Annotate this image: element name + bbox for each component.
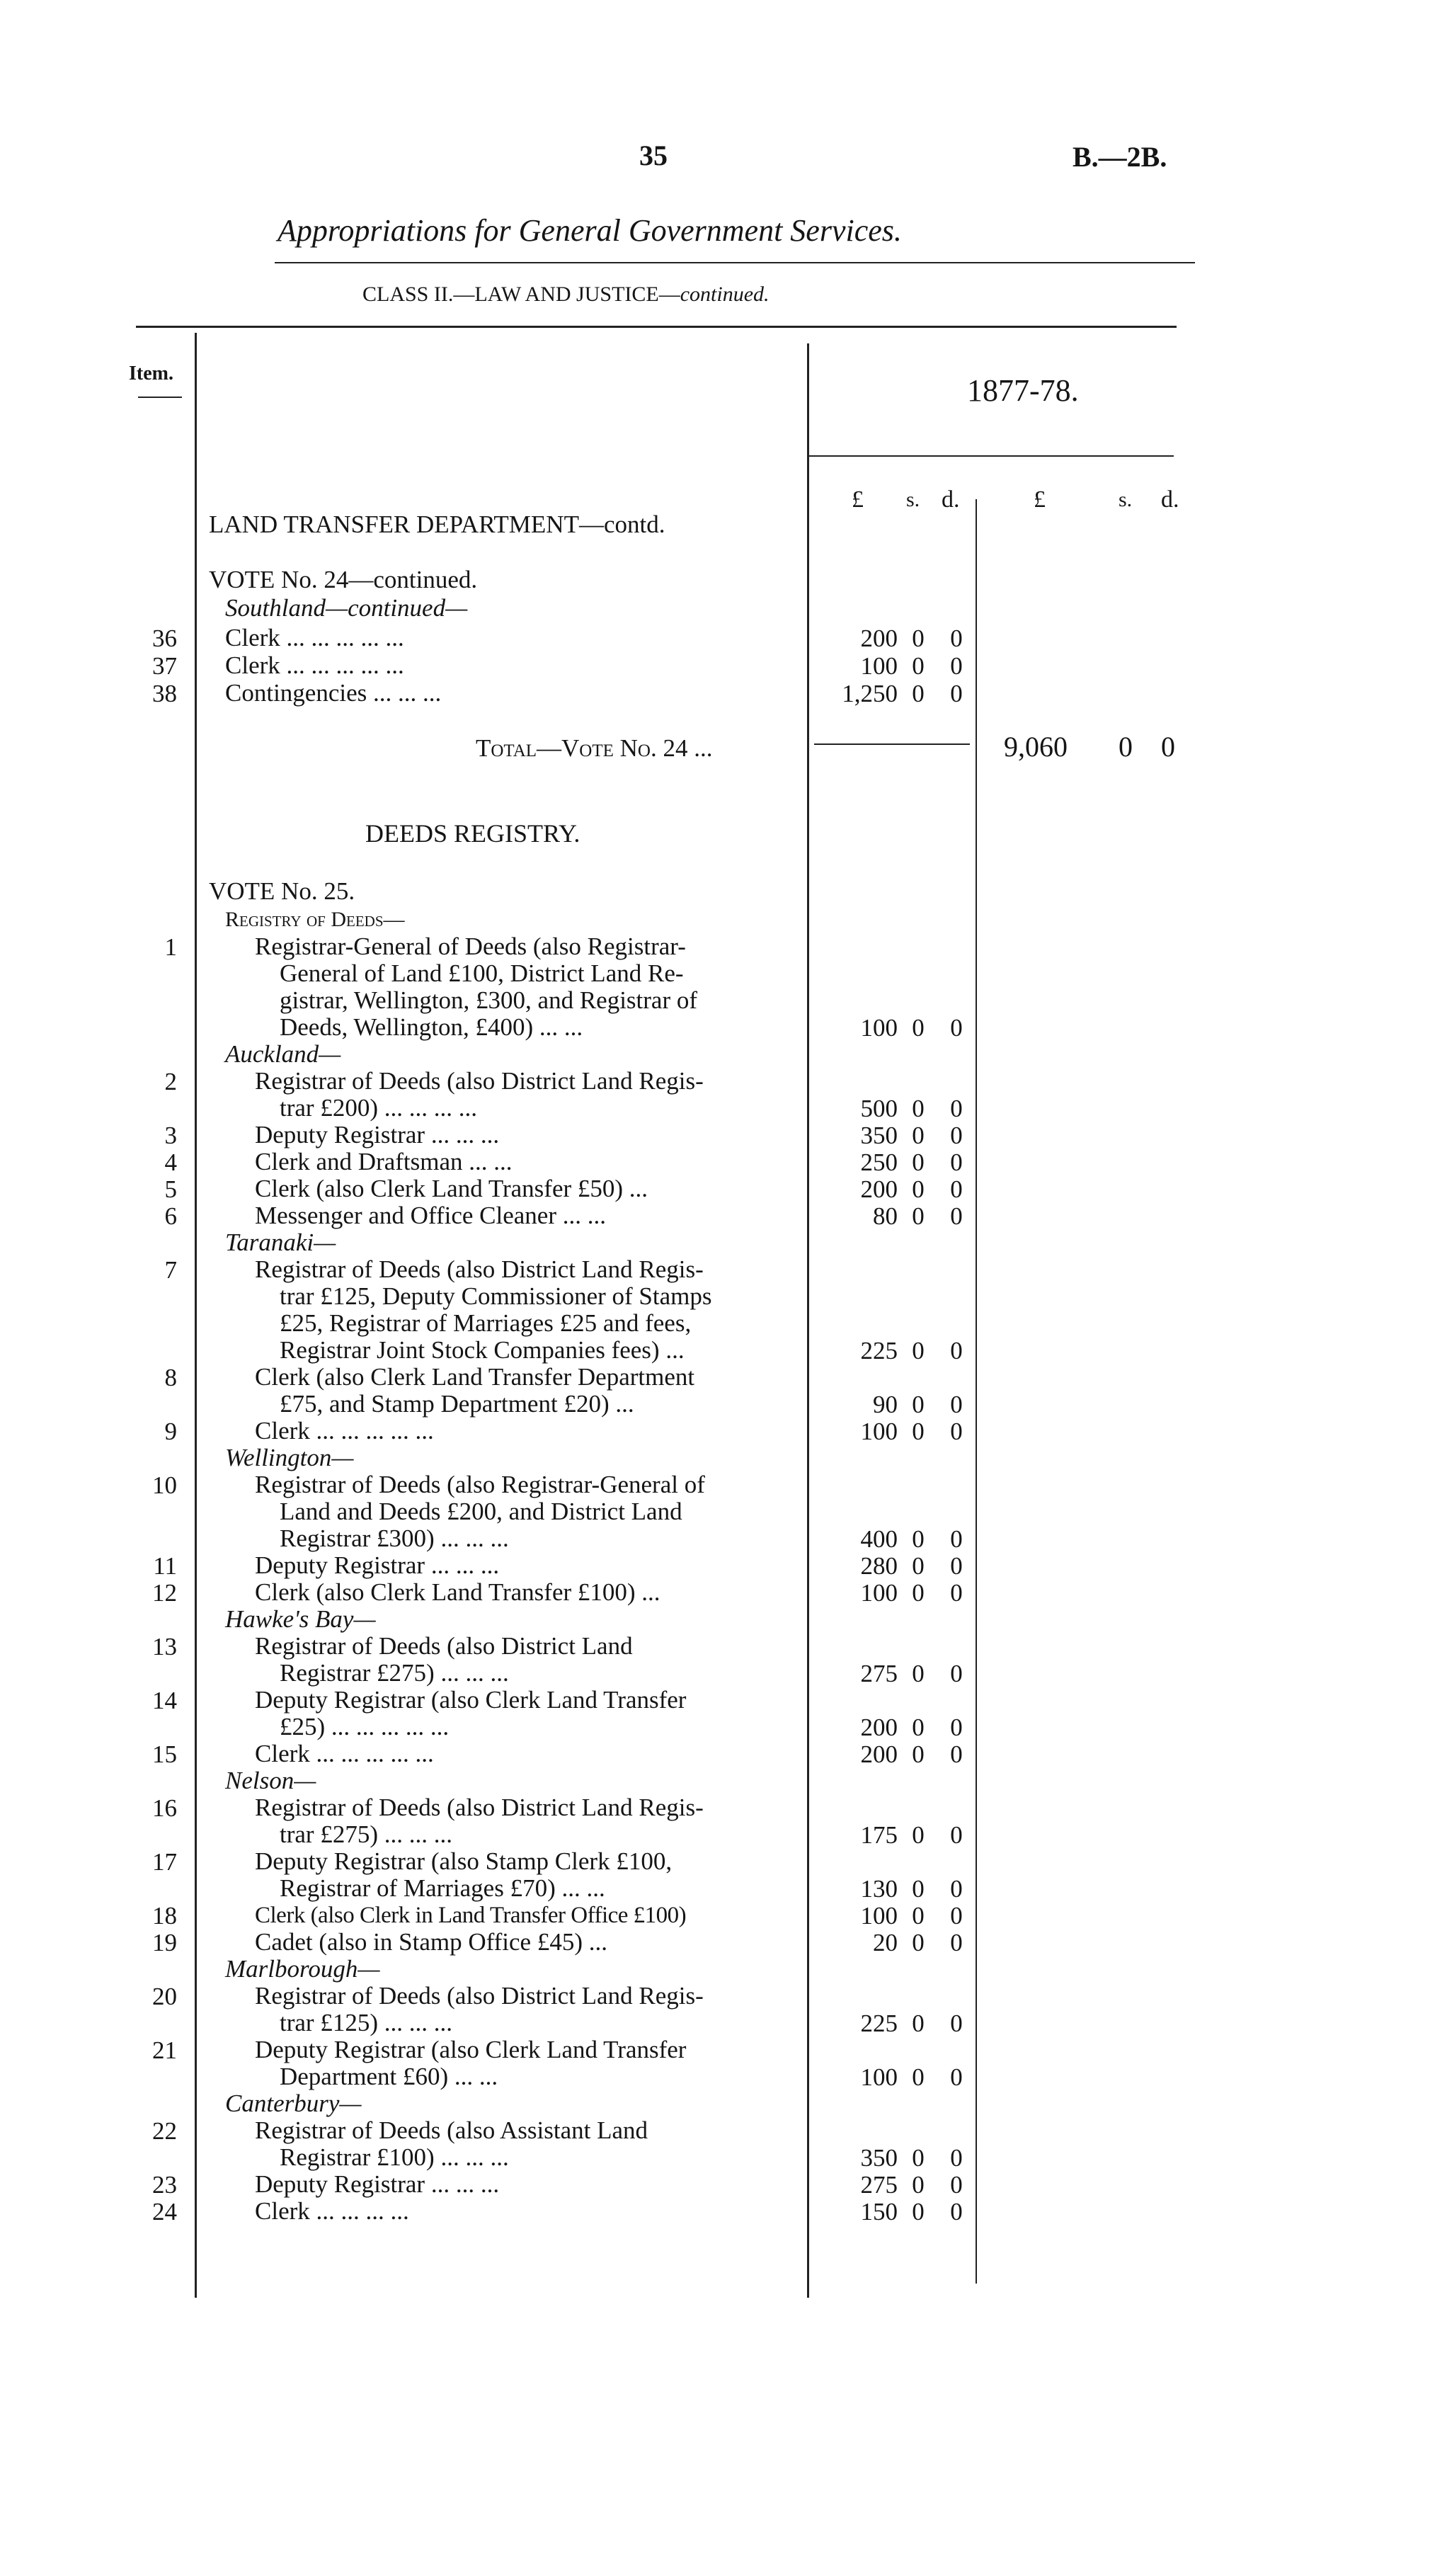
item-description-line: Registrar of Deeds (also District Land Regis- bbox=[255, 1794, 704, 1821]
item-description-line: Registrar £100) ... ... ... bbox=[280, 2143, 509, 2171]
item-description-line: Registrar of Deeds (also District Land bbox=[255, 1632, 633, 1660]
wellington-heading: Wellington— bbox=[225, 1444, 354, 1471]
pence-col-1: d. bbox=[942, 486, 960, 513]
amount-pounds: 20 bbox=[873, 1929, 898, 1956]
item-number: 14 bbox=[152, 1687, 177, 1714]
amount-shillings: 0 bbox=[912, 1740, 925, 1768]
amount-shillings: 0 bbox=[912, 1149, 925, 1176]
vote-24-heading: VOTE No. 24—continued. bbox=[209, 566, 478, 593]
item-description: Clerk ... ... ... ... ... bbox=[255, 1740, 434, 1767]
item-description-line: £25, Registrar of Marriages £25 and fees, bbox=[280, 1309, 692, 1337]
amount-pence: 0 bbox=[950, 2171, 963, 2199]
registry-of-deeds-heading: Registry of Deeds— bbox=[225, 908, 405, 931]
item-description-line: trar £125, Deputy Commissioner of Stamps bbox=[280, 1282, 712, 1310]
amount-shillings: 0 bbox=[912, 1552, 925, 1580]
item-description: Contingencies ... ... ... bbox=[225, 679, 442, 707]
item-description: Clerk ... ... ... ... ... bbox=[225, 624, 404, 651]
amount-pence: 0 bbox=[950, 2198, 963, 2225]
amount-pence: 0 bbox=[950, 1391, 963, 1418]
item-description: Clerk (also Clerk in Land Transfer Office £100) bbox=[255, 1903, 687, 1928]
item-number: 24 bbox=[152, 2198, 177, 2225]
pence-col-2: d. bbox=[1161, 486, 1179, 513]
item-number: 6 bbox=[164, 1202, 177, 1230]
year-underline bbox=[809, 455, 1174, 457]
pound-col-1: £ bbox=[852, 486, 864, 513]
description-column-divider bbox=[807, 343, 809, 2298]
item-number: 38 bbox=[152, 680, 177, 707]
class-heading-continued: continued. bbox=[680, 283, 770, 306]
amount-pounds: 130 bbox=[860, 1875, 898, 1903]
amount-shillings: 0 bbox=[912, 1579, 925, 1607]
amount-pounds: 80 bbox=[873, 1202, 898, 1230]
amount-pounds: 250 bbox=[860, 1149, 898, 1176]
item-column-divider bbox=[195, 333, 197, 2298]
item-number: 20 bbox=[152, 1983, 177, 2010]
amount-pence: 0 bbox=[950, 1740, 963, 1768]
item-description-line: Registrar £300) ... ... ... bbox=[280, 1524, 509, 1552]
amount-shillings: 0 bbox=[912, 1714, 925, 1741]
item-number: 4 bbox=[164, 1149, 177, 1176]
amount-shillings: 0 bbox=[912, 625, 925, 652]
amount-shillings: 0 bbox=[912, 2198, 925, 2225]
amount-pence: 0 bbox=[950, 1929, 963, 1956]
amount-pounds: 275 bbox=[860, 1660, 898, 1687]
amount-shillings: 0 bbox=[912, 2063, 925, 2091]
amount-pence: 0 bbox=[950, 1202, 963, 1230]
item-description: Clerk ... ... ... ... ... bbox=[225, 651, 404, 679]
item-description: Clerk and Draftsman ... ... bbox=[255, 1148, 513, 1175]
shilling-col-1: s. bbox=[906, 488, 920, 511]
item-description-line: Registrar of Deeds (also Registrar-General of bbox=[255, 1471, 705, 1498]
amount-pence: 0 bbox=[950, 1714, 963, 1741]
class-heading-main: CLASS II.—LAW AND JUSTICE— bbox=[362, 283, 680, 306]
item-number: 3 bbox=[164, 1122, 177, 1149]
amount-shillings: 0 bbox=[912, 1337, 925, 1364]
amount-shillings: 0 bbox=[912, 1875, 925, 1903]
item-description-line: Registrar of Deeds (also Assistant Land bbox=[255, 2116, 648, 2144]
item-description: Clerk ... ... ... ... ... bbox=[255, 1417, 434, 1444]
document-reference: B.—2B. bbox=[1072, 141, 1167, 173]
amount-pence: 0 bbox=[950, 2063, 963, 2091]
item-label-underline bbox=[138, 397, 182, 398]
land-transfer-heading-text: LAND TRANSFER DEPARTMENT—contd. bbox=[209, 511, 665, 538]
item-number: 9 bbox=[164, 1418, 177, 1445]
amount-pence: 0 bbox=[950, 1337, 963, 1364]
item-description-line: General of Land £100, District Land Re- bbox=[280, 959, 684, 987]
amount-pounds: 350 bbox=[860, 2144, 898, 2172]
amount-shillings: 0 bbox=[912, 2171, 925, 2199]
amount-pence: 0 bbox=[950, 1418, 963, 1445]
amount-shillings: 0 bbox=[912, 2010, 925, 2037]
amount-shillings: 0 bbox=[912, 1175, 925, 1203]
item-number: 13 bbox=[152, 1633, 177, 1660]
item-number: 1 bbox=[164, 933, 177, 961]
amount-pounds: 400 bbox=[860, 1525, 898, 1553]
item-description-line: Registrar Joint Stock Companies fees) ... bbox=[280, 1336, 685, 1364]
item-description: Cadet (also in Stamp Office £45) ... bbox=[255, 1928, 607, 1956]
item-description-line: gistrar, Wellington, £300, and Registrar of bbox=[280, 986, 698, 1014]
item-number: 7 bbox=[164, 1256, 177, 1284]
item-number: 10 bbox=[152, 1471, 177, 1499]
title-rule bbox=[275, 262, 1195, 263]
amount-shillings: 0 bbox=[912, 1929, 925, 1956]
amount-pounds: 100 bbox=[860, 1418, 898, 1445]
amount-pence: 0 bbox=[950, 652, 963, 680]
auckland-heading: Auckland— bbox=[225, 1040, 341, 1068]
amount-pounds: 100 bbox=[860, 1014, 898, 1042]
amount-pounds: 275 bbox=[860, 2171, 898, 2199]
amount-shillings: 0 bbox=[912, 680, 925, 707]
amount-pounds: 225 bbox=[860, 2010, 898, 2037]
amount-shillings: 0 bbox=[912, 1418, 925, 1445]
item-column-label: Item. bbox=[129, 363, 173, 384]
amount-pence: 0 bbox=[950, 1579, 963, 1607]
item-description: Clerk (also Clerk Land Transfer £100) ... bbox=[255, 1578, 660, 1606]
item-description-line: Deputy Registrar (also Clerk Land Transfer bbox=[255, 2036, 687, 2063]
item-description-line: Registrar of Deeds (also District Land Regis- bbox=[255, 1255, 704, 1283]
item-description: Clerk (also Clerk Land Transfer £50) ... bbox=[255, 1175, 648, 1202]
total-label: Total—Vote No. 24 ... bbox=[476, 734, 713, 762]
amount-pence: 0 bbox=[950, 680, 963, 707]
amount-pence: 0 bbox=[950, 625, 963, 652]
item-number: 2 bbox=[164, 1068, 177, 1095]
item-number: 19 bbox=[152, 1929, 177, 1956]
amount-pounds: 100 bbox=[860, 1902, 898, 1930]
taranaki-heading: Taranaki— bbox=[225, 1229, 336, 1256]
item-description-line: Deputy Registrar (also Stamp Clerk £100, bbox=[255, 1847, 673, 1875]
amount-pounds: 100 bbox=[860, 2063, 898, 2091]
amount-pounds: 175 bbox=[860, 1821, 898, 1849]
amount-pence: 0 bbox=[950, 1875, 963, 1903]
amount-pounds: 200 bbox=[860, 1714, 898, 1741]
item-description-line: Registrar £275) ... ... ... bbox=[280, 1659, 509, 1687]
item-number: 37 bbox=[152, 652, 177, 680]
total-pence: 0 bbox=[1161, 731, 1175, 763]
table-top-rule bbox=[136, 326, 1177, 328]
amount-pence: 0 bbox=[950, 1149, 963, 1176]
item-description-line: Deputy Registrar (also Clerk Land Transfer bbox=[255, 1686, 687, 1714]
hawkes-bay-heading: Hawke's Bay— bbox=[225, 1605, 376, 1633]
vote-25-heading: VOTE No. 25. bbox=[209, 877, 355, 905]
amount-pounds: 90 bbox=[873, 1391, 898, 1418]
item-description-line: Registrar of Deeds (also District Land Regis- bbox=[255, 1067, 704, 1095]
amount-pence: 0 bbox=[950, 1660, 963, 1687]
item-number: 16 bbox=[152, 1794, 177, 1822]
total-pounds: 9,060 bbox=[1004, 731, 1068, 763]
total-rule bbox=[814, 743, 970, 745]
total-shillings: 0 bbox=[1119, 731, 1133, 763]
amount-pounds: 200 bbox=[860, 1740, 898, 1768]
item-number: 5 bbox=[164, 1175, 177, 1203]
amount-pence: 0 bbox=[950, 2010, 963, 2037]
amount-pence: 0 bbox=[950, 1821, 963, 1849]
nelson-heading: Nelson— bbox=[225, 1767, 316, 1794]
amount-pounds: 225 bbox=[860, 1337, 898, 1364]
amount-shillings: 0 bbox=[912, 1821, 925, 1849]
item-number: 21 bbox=[152, 2036, 177, 2064]
item-description-line: Deeds, Wellington, £400) ... ... bbox=[280, 1013, 583, 1041]
amount-pounds: 200 bbox=[860, 625, 898, 652]
item-description-line: Clerk (also Clerk Land Transfer Department bbox=[255, 1363, 695, 1391]
amount-pence: 0 bbox=[950, 1175, 963, 1203]
item-description-line: Registrar of Deeds (also District Land Regis- bbox=[255, 1982, 704, 2010]
item-number: 23 bbox=[152, 2171, 177, 2199]
item-number: 11 bbox=[153, 1552, 177, 1580]
amount-shillings: 0 bbox=[912, 1014, 925, 1042]
item-number: 36 bbox=[152, 625, 177, 652]
item-description: Clerk ... ... ... ... bbox=[255, 2197, 409, 2225]
amount-pence: 0 bbox=[950, 1014, 963, 1042]
item-description-line: £75, and Stamp Department £20) ... bbox=[280, 1390, 634, 1418]
amount-pounds: 1,250 bbox=[842, 680, 898, 707]
amount-shillings: 0 bbox=[912, 1525, 925, 1553]
marlborough-heading: Marlborough— bbox=[225, 1955, 380, 1983]
amount-column-divider bbox=[976, 499, 977, 2284]
item-description-line: trar £125) ... ... ... bbox=[280, 2009, 452, 2036]
item-description-line: Land and Deeds £200, and District Land bbox=[280, 1498, 682, 1525]
amount-shillings: 0 bbox=[912, 1391, 925, 1418]
canterbury-heading: Canterbury— bbox=[225, 2090, 362, 2117]
item-number: 22 bbox=[152, 2117, 177, 2145]
amount-pence: 0 bbox=[950, 2144, 963, 2172]
land-transfer-heading bbox=[209, 511, 665, 538]
amount-shillings: 0 bbox=[912, 1202, 925, 1230]
southland-heading: Southland—continued— bbox=[225, 594, 468, 622]
amount-pence: 0 bbox=[950, 1095, 963, 1122]
item-description-line: Department £60) ... ... bbox=[280, 2063, 498, 2090]
year-heading: 1877-78. bbox=[967, 373, 1079, 408]
amount-shillings: 0 bbox=[912, 2144, 925, 2172]
item-number: 8 bbox=[164, 1364, 177, 1391]
amount-pence: 0 bbox=[950, 1122, 963, 1149]
page-number: 35 bbox=[639, 139, 668, 171]
item-description: Deputy Registrar ... ... ... bbox=[255, 2170, 500, 2198]
amount-shillings: 0 bbox=[912, 1095, 925, 1122]
item-description: Messenger and Office Cleaner ... ... bbox=[255, 1202, 606, 1229]
shilling-col-2: s. bbox=[1119, 488, 1133, 511]
amount-shillings: 0 bbox=[912, 1660, 925, 1687]
item-number: 18 bbox=[152, 1902, 177, 1930]
pound-col-2: £ bbox=[1034, 486, 1046, 513]
amount-pence: 0 bbox=[950, 1902, 963, 1930]
amount-pounds: 100 bbox=[860, 652, 898, 680]
item-number: 12 bbox=[152, 1579, 177, 1607]
item-description: Deputy Registrar ... ... ... bbox=[255, 1551, 500, 1579]
amount-shillings: 0 bbox=[912, 652, 925, 680]
item-description-line: Registrar of Marriages £70) ... ... bbox=[280, 1874, 605, 1902]
amount-pence: 0 bbox=[950, 1552, 963, 1580]
amount-pounds: 280 bbox=[860, 1552, 898, 1580]
item-description-line: Registrar-General of Deeds (also Registrar- bbox=[255, 933, 686, 960]
amount-pence: 0 bbox=[950, 1525, 963, 1553]
item-number: 15 bbox=[152, 1740, 177, 1768]
amount-pounds: 150 bbox=[860, 2198, 898, 2225]
item-description-line: trar £200) ... ... ... ... bbox=[280, 1094, 477, 1122]
class-heading bbox=[362, 283, 770, 307]
amount-pounds: 200 bbox=[860, 1175, 898, 1203]
amount-shillings: 0 bbox=[912, 1122, 925, 1149]
item-description-line: £25) ... ... ... ... ... bbox=[280, 1713, 450, 1740]
deeds-registry-heading: DEEDS REGISTRY. bbox=[365, 819, 580, 848]
item-description: Deputy Registrar ... ... ... bbox=[255, 1121, 500, 1149]
item-number: 17 bbox=[152, 1848, 177, 1876]
amount-pounds: 350 bbox=[860, 1122, 898, 1149]
amount-shillings: 0 bbox=[912, 1902, 925, 1930]
amount-pounds: 500 bbox=[860, 1095, 898, 1122]
amount-pounds: 100 bbox=[860, 1579, 898, 1607]
item-description-line: trar £275) ... ... ... bbox=[280, 1820, 452, 1848]
page-title: Appropriations for General Government Services. bbox=[278, 213, 902, 248]
